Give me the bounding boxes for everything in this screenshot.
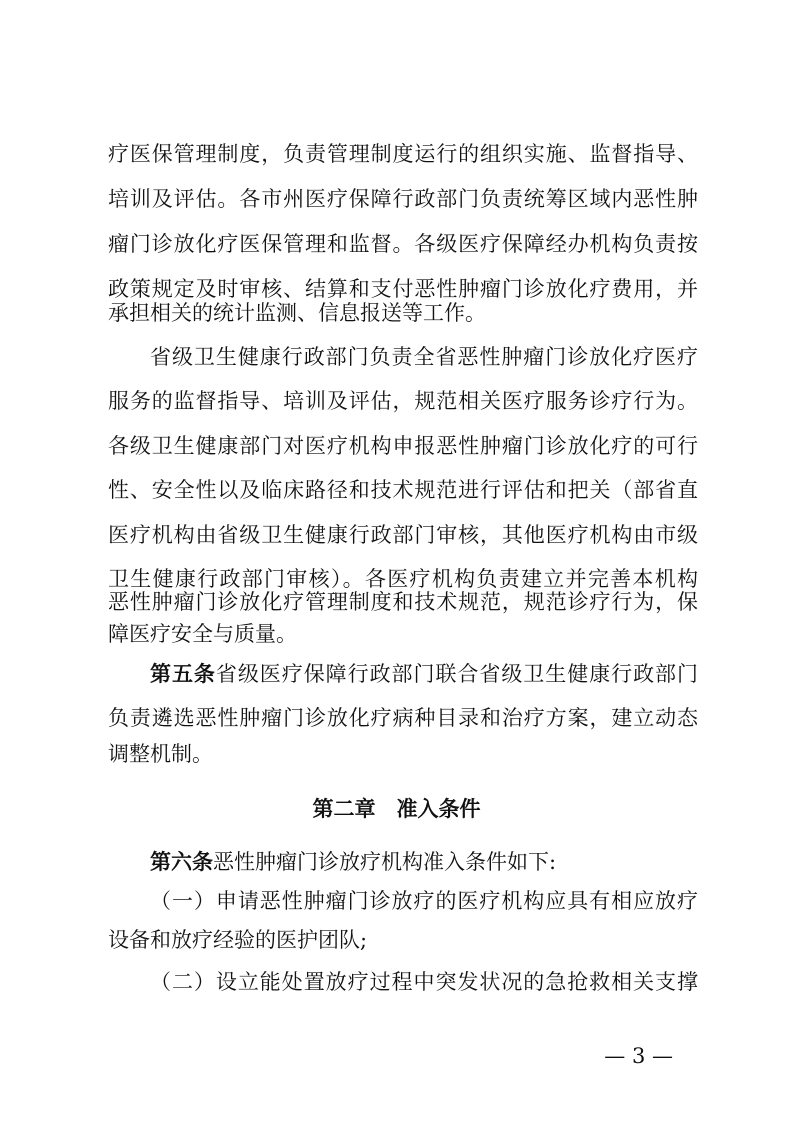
paragraph-line: 恶性肿瘤门诊放化疗管理制度和技术规范，规范诊疗行为，保 <box>108 590 698 614</box>
article-6-line <box>150 848 698 876</box>
paragraph-line: 培训及评估。各市州医疗保障行政部门负责统筹区域内恶性肿 <box>108 187 698 211</box>
paragraph-line: 服务的监督指导、培训及评估，规范相关医疗服务诊疗行为。 <box>108 389 698 413</box>
paragraph-line: 调整机制。 <box>108 742 213 766</box>
article-5-label: 第五条 <box>150 662 216 686</box>
paragraph-line: 各级卫生健康部门对医疗机构申报恶性肿瘤门诊放化疗的可行 <box>108 434 698 458</box>
paragraph-line: 障医疗安全与质量。 <box>108 622 297 646</box>
paragraph-line: 承担相关的统计监测、信息报送等工作。 <box>108 301 486 325</box>
paragraph-line: 医疗机构由省级卫生健康行政部门审核，其他医疗机构由市级 <box>108 523 698 547</box>
paragraph-line: 省级卫生健康行政部门负责全省恶性肿瘤门诊放化疗医疗 <box>150 345 698 369</box>
chapter-heading: 第二章 准入条件 <box>312 797 481 821</box>
article-5-text: 省级医疗保障行政部门联合省级卫生健康行政部门 <box>215 662 698 686</box>
paragraph-line: 卫生健康行政部门审核）。各医疗机构负责建立并完善本机构 <box>108 567 698 591</box>
article-6-text: 恶性肿瘤门诊放疗机构准入条件如下: <box>213 850 557 874</box>
list-item-line: （二）设立能处置放疗过程中突发状况的急抢救相关支撑 <box>150 970 698 994</box>
list-item-line: （一）申请恶性肿瘤门诊放疗的医疗机构应具有相应放疗 <box>150 889 698 913</box>
paragraph-line: 瘤门诊放化疗医保管理和监督。各级医疗保障经办机构负责按 <box>108 232 698 256</box>
paragraph-line: 政策规定及时审核、结算和支付恶性肿瘤门诊放化疗费用，并 <box>108 277 698 301</box>
article-5-first-line <box>150 660 698 688</box>
list-item-line: 设备和放疗经验的医护团队; <box>108 928 368 952</box>
paragraph-line: 负责遴选恶性肿瘤门诊放化疗病种目录和治疗方案，建立动态 <box>108 706 698 730</box>
page-number: — 3 — <box>604 1044 673 1068</box>
paragraph-line: 疗医保管理制度，负责管理制度运行的组织实施、监督指导、 <box>108 142 698 166</box>
article-6-label: 第六条 <box>150 850 213 874</box>
paragraph-line: 性、安全性以及临床路径和技术规范进行评估和把关（部省直 <box>108 478 698 502</box>
